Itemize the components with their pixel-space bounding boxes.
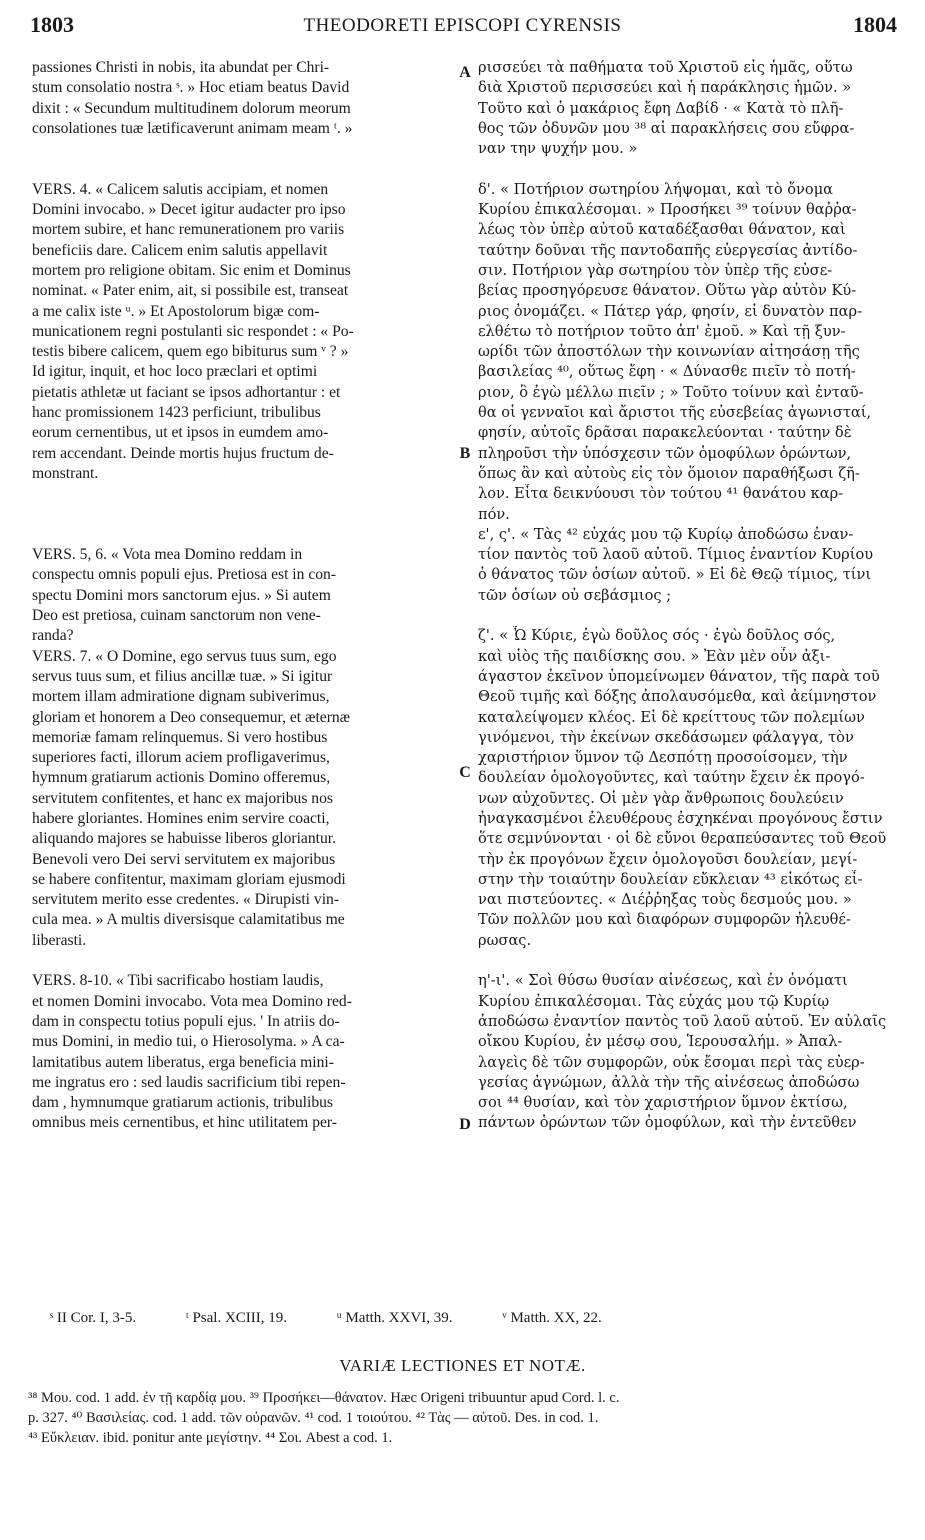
greek-text-line: ναν την ψυχήν μου. »	[478, 140, 638, 158]
latin-text-line: mus Domini, in medio tui, o Hierosolyma. » A ca-	[32, 1033, 345, 1051]
greek-text-line: οἴκου Κυρίου, ἐν μέσῳ σου, Ἱερουσαλήμ. » Ἀπαλ-	[478, 1033, 843, 1051]
variae-lectiones-title: VARIÆ LECTIONES ET NOTÆ.	[339, 1356, 586, 1375]
latin-text-line: hanc promissionem 1423 perficiunt, tribulibus	[32, 404, 321, 422]
latin-text-line: passiones Christi in nobis, ita abundat per Chri-	[32, 59, 330, 76]
latin-text-line: aliquando majores se habuisse liberos gloriantur.	[32, 830, 337, 848]
greek-text-line: ρωσας.	[478, 931, 532, 949]
greek-text-line	[478, 606, 902, 626]
latin-text-line: stum consolatio nostra ˢ. » Hoc etiam beatus David	[32, 79, 350, 97]
latin-text-line: hymnum gratiarum actionis Domino offeremus,	[32, 769, 331, 787]
page-number-left: 1803	[30, 12, 74, 37]
latin-text-line: habere gloriantes. Homines enim servire coacti,	[32, 809, 330, 827]
variae-note-line: ³⁸ Μου. cod. 1 add. ἐν τῇ καρδίᾳ μου. ³⁹ Προσήκει—θάνατον. Hæc Origeni tribuuntur apud Cord. l. c.	[28, 1390, 620, 1406]
greek-text-line: θος τῶν ὀδυνῶν μου ³⁸ αἱ παρακλήσεις σου εὔφρα-	[478, 119, 855, 137]
greek-text-line: Κυρίου ἐπικαλέσομαι. » Προσήκει ³⁹ τοίνυν θαῤῥα-	[478, 201, 857, 219]
greek-text-line: ε', ς'. « Τὰς ⁴² εὐχάς μου τῷ Κυρίῳ ἀποδώσω ἐναν-	[478, 525, 854, 543]
greek-text-line: άγαστον ἐκεῖνον ὑπομείνωμεν θάνατον, τῆς παρὰ τοῦ	[478, 667, 880, 685]
latin-text-line: dam , hymnumque gratiarum actionis, tribulibus	[32, 1094, 333, 1112]
latin-text-line: municationem regni postulanti sic respondet : « Po-	[32, 322, 354, 340]
greek-text-line: ζ'. « Ὦ Κύριε, ἐγὼ δοῦλος σός · ἐγὼ δοῦλος σός,	[478, 627, 836, 645]
column-marker-c: C	[459, 764, 471, 781]
latin-text-line: nominat. « Pater enim, ait, si possibile est, transeat	[32, 282, 349, 300]
greek-text-line: ὁ θάνατος τῶν ὁσίων αὐτοῦ. » Εἰ δὲ Θεῷ τίμιος, τίνι	[478, 566, 872, 584]
footnotes	[50, 1310, 895, 1327]
greek-text-line: βασιλείας ⁴⁰, οὕτως ἔφη · « Δύνασθε πιεῖν τὸ ποτή-	[478, 363, 856, 381]
greek-text-line: ναι πιστεύοντες. « Διέῤῥηξας τοὺς δεσμούς μου. »	[478, 891, 852, 909]
greek-text-line: ρισσεύει τὰ παθήματα τοῦ Χριστοῦ εἰς ἡμᾶς, οὕτω	[478, 59, 853, 76]
latin-text-line: et nomen Domini invocabo. Vota mea Domino red-	[32, 992, 352, 1010]
greek-text-line: καταλείψομεν κλέος. Εἰ δὲ κρείττους τῶν πολεμίων	[478, 708, 865, 726]
greek-text-line: στην τὴν τοιαύτην δουλείαν εὔκλειαν ⁴³ εἰκότως εἶ-	[478, 870, 863, 888]
latin-text-line: Benevoli vero Dei servi servitutem ex majoribus	[32, 850, 336, 868]
latin-text-line: pietatis athletæ ut faciant se ipsos adhortantur : et	[32, 383, 341, 401]
greek-text-line: ἠναγκασμένοι ἐλευθέρους ἐσχηκέναι προγόνους ἔστιν	[478, 809, 883, 827]
greek-text-line: νων αὐχοῦντες. Οἱ μὲν γὰρ ἄνθρωποις δουλεύειν	[478, 789, 844, 807]
latin-text-line: servitutem merito esse credentes. « Dirupisti vin-	[32, 891, 340, 909]
latin-text-line: mortem pro religione obitam. Sic enim et Dominus	[32, 261, 351, 279]
greek-text-line: ριος ὀνομάζει. « Πάτερ γάρ, φησίν, εἰ δυνατὸν παρ-	[478, 302, 863, 320]
latin-text-line	[32, 484, 452, 504]
latin-text-line: me ingratus ero : sed laudis sacrificium tibi repen-	[32, 1073, 346, 1091]
column-marker-d: D	[459, 1116, 471, 1133]
latin-text-line: beneficiis dare. Calicem enim salutis appellavit	[32, 241, 328, 259]
page-header	[22, 12, 903, 44]
variae-lectiones-notes	[28, 1388, 899, 1448]
latin-text-line: lamitatibus autem liberatus, erga beneficia mini-	[32, 1053, 334, 1071]
latin-text-line: VERS. 7. « O Domine, ego servus tuus sum, ego	[32, 647, 337, 665]
latin-text-line: Deo est pretiosa, cuinam sanctorum non vene-	[32, 607, 321, 625]
greek-text-line	[478, 951, 902, 971]
column-marker-b: B	[459, 445, 471, 462]
latin-text-line	[32, 159, 452, 179]
greek-text-line: Θεοῦ τιμῆς καὶ δόξης ἀπολαυσόμεθα, καὶ ἀείμνηστον	[478, 688, 877, 706]
latin-text-line	[32, 951, 452, 971]
latin-text-line: cula mea. » A multis diversisque calamitatibus me	[32, 911, 345, 929]
footnote-t: ᵗ Psal. XCIII, 19.	[185, 1310, 288, 1326]
greek-text-line: χαριστήριον ὕμνον τῷ Δεσπότῃ προσοίσομεν, τὴν	[478, 749, 848, 767]
latin-text-line: servitutem confitentes, et hanc ex majoribus nos	[32, 789, 333, 807]
greek-text-line: δ'. « Ποτήριον σωτηρίου λήψομαι, καὶ τὸ ὄνομα	[478, 180, 834, 198]
greek-text-line: ὅτε σεμνύνονται · οἱ δὲ εὔνοι θεραπεύσαντες τοῦ Θεοῦ	[478, 830, 887, 848]
latin-text-line: Id igitur, inquit, et hoc loco præclari et optimi	[32, 363, 318, 381]
greek-text-line: σοι ⁴⁴ θυσίαν, καὶ τὸν χαριστήριον ὕμνον ἐκτίσω,	[478, 1094, 848, 1112]
variae-note-line: p. 327. ⁴⁰ Βασιλείας. cod. 1 add. τῶν οὐρανῶν. ⁴¹ cod. 1 τοιούτου. ⁴² Τὰς — αὐτοῦ. Des. in cod. 1.	[28, 1410, 599, 1426]
greek-text-line: δουλείαν ὁμολογοῦντες, καὶ ταύτην ἔχειν ἐκ προγό-	[478, 769, 865, 787]
greek-text-line: γεσίας ἀγνώμων, ἀλλὰ τὴν τῆς αἰνέσεως ἀποδώσω	[478, 1073, 860, 1091]
greek-text-line: καὶ υἱὸς τῆς παιδίσκης σου. » Ἐὰν μὲν οὖν ἀξι-	[478, 647, 831, 665]
greek-text-line: σιν. Ποτήριον γὰρ σωτηρίου τὸν ὑπὲρ τῆς εὐσε-	[478, 261, 833, 279]
greek-text-line: φησίν, αὐτοῖς δρᾶσαι παρακελεύονται · ταύτην δὲ	[478, 424, 852, 442]
greek-text-line: βείας προσηγόρευσε θάνατον. Οὕτω γὰρ αὐτὸν Κύ-	[478, 282, 857, 300]
latin-text-line: Domini invocabo. » Decet igitur audacter pro ipso	[32, 201, 346, 219]
latin-text-line: conspectu omnis populi ejus. Pretiosa est in con-	[32, 566, 337, 584]
latin-text-line: spectu Domini mors sanctorum ejus. » Si autem	[32, 586, 331, 604]
greek-text-line: πόν.	[478, 505, 510, 523]
greek-text-line: πάντων ὁρώντων τῶν ὁμοφύλων, καὶ τὴν ἐντεῦθεν	[478, 1114, 857, 1132]
latin-text-line: liberasti.	[32, 931, 87, 949]
latin-text-line	[32, 139, 452, 159]
greek-text-line: λον. Εἶτα δεικνύουσι τὸν τούτου ⁴¹ θανάτου καρ-	[478, 485, 844, 503]
running-title: THEODORETI EPISCOPI CYRENSIS	[303, 15, 622, 36]
page-number-right: 1804	[853, 12, 897, 37]
latin-text-line: VERS. 5, 6. « Vota mea Domino reddam in	[32, 546, 303, 564]
footnote-v: ᵛ Matth. XX, 22.	[502, 1310, 602, 1326]
greek-text-line: τὴν ἐκ προγόνων ἔχειν ὁμολογοῦσι δουλείαν, μεγί-	[478, 850, 858, 868]
greek-text-line: πληροῦσι τὴν ὑπόσχεσιν τῶν ὁμοφύλων ὁρώντων,	[478, 444, 852, 462]
variae-note-line: ⁴³ Εὔκλειαν. ibid. ponitur ante μεγίστην. ⁴⁴ Σοι. Abest a cod. 1.	[28, 1430, 393, 1446]
greek-text-line: τῶν ὁσίων οὐ σεβάσμιος ;	[478, 586, 672, 604]
greek-text-line: ριον, ὃ ἐγὼ μέλλω πιεῖν ; » Τοῦτο τοίνυν καὶ ἐνταῦ-	[478, 383, 864, 401]
greek-text-line: θα οἱ γενναῖοι καὶ ἄριστοι τῆς εὐσεβείας ἀγωνισταί,	[478, 404, 872, 422]
latin-text-line	[32, 505, 452, 525]
latin-text-line: testis bibere calicem, quem ego bibiturus sum ᵛ ? »	[32, 343, 349, 361]
greek-text-line: ελθέτω τὸ ποτήριον τοῦτο ἀπ' ἐμοῦ. » Καὶ τῇ ξυν-	[478, 322, 846, 340]
greek-text-line: λέως τὸν ὑπὲρ αὐτοῦ καταδέξασθαι θάνατον, καὶ	[478, 221, 846, 239]
greek-text-line: τίον παντὸς τοῦ λαοῦ αὐτοῦ. Τίμιος ἐναντίον Κυρίου	[478, 546, 874, 564]
latin-text-line: consolationes tuæ lætificaverunt animam meam ᵗ. »	[32, 119, 353, 137]
latin-text-line: eorum cernentibus, ut et ipsos in eumdem amo-	[32, 424, 329, 442]
latin-text-line: omnibus meis cernentibus, et hinc utilitatem per-	[32, 1114, 337, 1132]
latin-text-line: se habere confitentur, maximam gloriam ejusmodi	[32, 870, 346, 888]
greek-text-line	[478, 159, 902, 179]
latin-text-line: dixit : « Secundum multitudinem dolorum meorum	[32, 99, 351, 117]
latin-text-line: gloriam et honorem a Deo consequemur, et æternæ	[32, 708, 351, 726]
greek-text-line: ἀποδώσω ἐναντίον παντὸς τοῦ λαοῦ αὐτοῦ. Ἐν αὐλαῖς	[478, 1012, 887, 1030]
greek-text-line: ταύτην δοῦναι τῆς παντοδαπῆς εὐεργεσίας ἀντίδο-	[478, 241, 858, 259]
latin-text-line: a me calix iste ᵘ. » Et Apostolorum bigæ com-	[32, 302, 320, 320]
greek-text-line: Κυρίου ἐπικαλέσομαι. Τὰς εὐχάς μου τῷ Κυρίῳ	[478, 992, 830, 1010]
latin-text-line: dam in conspectu totius populi ejus. ' In atriis do-	[32, 1012, 340, 1030]
greek-column	[478, 58, 902, 1134]
greek-text-line: η'-ι'. « Σοὶ θύσω θυσίαν αἰνέσεως, καὶ ἐν ὀνόματι	[478, 972, 848, 990]
greek-text-line: Τῶν πολλῶν μου καὶ διαφόρων συμφορῶν ἠλευθέ-	[478, 911, 851, 929]
latin-text-line: rem accendant. Deinde mortis hujus fructum de-	[32, 444, 334, 462]
latin-text-line: servus tuus sum, et filius ancillæ tuæ. » Si igitur	[32, 667, 333, 685]
latin-text-line: mortem subire, et hanc remunerationem pro variis	[32, 221, 345, 239]
column-marker-a: A	[459, 64, 471, 81]
greek-text-line: διὰ Χριστοῦ περισσεύει καὶ ἡ παράκλησις ἡμῶν. »	[478, 79, 852, 97]
latin-text-line: superiores facti, illorum aciem profligaverimus,	[32, 749, 330, 767]
footnote-u: ᵘ Matth. XXVI, 39.	[336, 1310, 453, 1326]
greek-text-line: γινόμενοι, τὴν ἐκείνων σκεδάσωμεν φάλαγγα, τὸν	[478, 728, 854, 746]
greek-text-line: λαγεὶς δὲ τῶν συμφορῶν, οὐκ ἔσομαι περὶ τὰς εὐερ-	[478, 1053, 865, 1071]
latin-text-line: randa?	[32, 627, 74, 645]
greek-text-line: Τοῦτο καὶ ὁ μακάριος ἔφη Δαβίδ · « Κατὰ τὸ πλῆ-	[478, 99, 844, 117]
latin-text-line	[32, 525, 452, 545]
greek-text-line: ωρίδι τῶν ἀποστόλων τὴν κοινωνίαν αἰτησάσῃ τῆς	[478, 343, 860, 361]
latin-text-line: mortem illam admiratione dignam subiverimus,	[32, 688, 330, 706]
latin-column	[32, 58, 452, 1134]
greek-text-line: ὅπως ἂν καὶ αὐτοὺς εἰς τὸν ὅμοιον παραθήξωσι ζῆ-	[478, 464, 860, 482]
latin-text-line: VERS. 4. « Calicem salutis accipiam, et nomen	[32, 180, 329, 198]
footnote-s: ˢ II Cor. I, 3-5.	[50, 1310, 137, 1326]
latin-text-line: monstrant.	[32, 464, 99, 482]
latin-text-line: VERS. 8-10. « Tibi sacrificabo hostiam laudis,	[32, 972, 324, 990]
latin-text-line: memoriæ famam relinquemus. Si vero hostibus	[32, 728, 328, 746]
